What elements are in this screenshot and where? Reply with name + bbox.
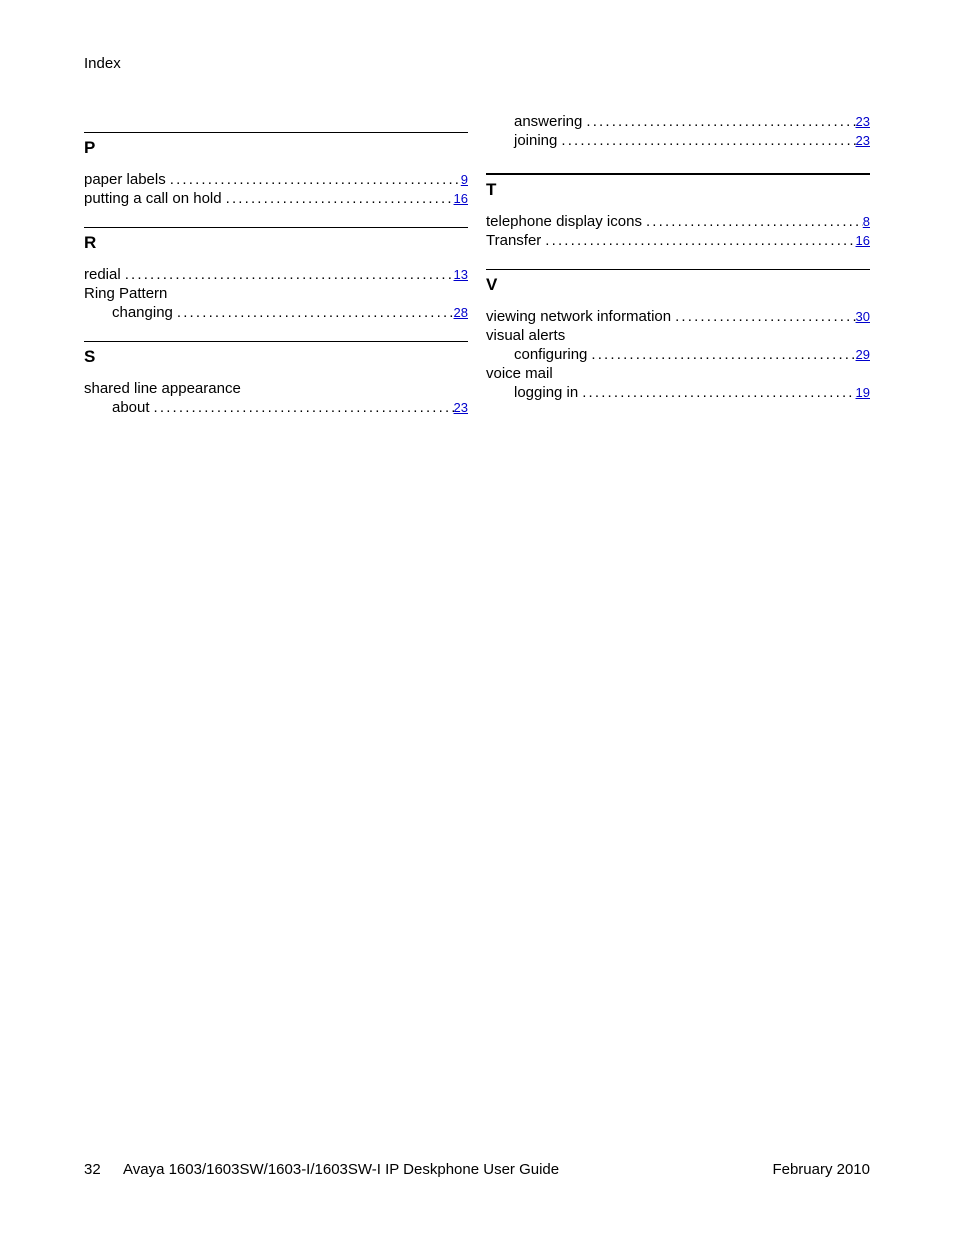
index-term: visual alerts — [486, 327, 566, 344]
index-term: joining — [514, 132, 558, 149]
page-link[interactable]: 19 — [855, 385, 870, 400]
dot-leader — [170, 170, 461, 189]
page-number: 32 — [84, 1161, 101, 1178]
index-entry — [84, 189, 468, 208]
page-link[interactable]: 13 — [453, 267, 468, 282]
page-link[interactable]: 9 — [460, 172, 468, 187]
index-column-right — [486, 112, 870, 421]
index-section-s — [84, 341, 468, 417]
index-term: shared line appearance — [84, 380, 241, 397]
page-link[interactable]: 23 — [855, 133, 870, 148]
page-link[interactable]: 29 — [855, 347, 870, 362]
continued-entries — [486, 112, 870, 150]
page-link[interactable]: 8 — [862, 214, 870, 229]
dot-leader — [125, 265, 454, 284]
section-letter: T — [486, 180, 497, 199]
page-link[interactable]: 28 — [453, 305, 468, 320]
page-link[interactable]: 23 — [855, 114, 870, 129]
section-letter: R — [84, 233, 97, 252]
index-term: putting a call on hold — [84, 190, 222, 207]
dot-leader — [226, 189, 454, 208]
dot-leader — [177, 303, 454, 322]
index-subentry — [84, 303, 468, 322]
document-date: February 2010 — [772, 1161, 870, 1178]
index-entry-heading — [486, 326, 870, 345]
document-title: Avaya 1603/1603SW/1603-I/1603SW-I IP Deskphone User Guide — [123, 1161, 560, 1178]
index-column-left — [84, 132, 468, 436]
dot-leader — [675, 307, 855, 326]
index-section-v — [486, 269, 870, 402]
index-section-t — [486, 173, 870, 250]
index-term: configuring — [514, 346, 588, 363]
index-subentry — [486, 112, 870, 131]
index-entry — [486, 307, 870, 326]
dot-leader — [545, 231, 855, 250]
index-entry — [486, 212, 870, 231]
section-letter: P — [84, 138, 96, 157]
index-section-p — [84, 132, 468, 208]
index-entry — [84, 170, 468, 189]
index-term: changing — [112, 304, 173, 321]
index-term: voice mail — [486, 365, 553, 382]
section-letter: S — [84, 347, 96, 366]
index-term: Ring Pattern — [84, 285, 168, 302]
page-link[interactable]: 30 — [855, 309, 870, 324]
section-letter: V — [486, 275, 498, 294]
page-link[interactable]: 23 — [453, 400, 468, 415]
dot-leader — [586, 112, 855, 131]
running-head: Index — [84, 55, 121, 72]
index-term: viewing network information — [486, 308, 672, 325]
index-subentry — [84, 398, 468, 417]
index-term: telephone display icons — [486, 213, 642, 230]
index-subentry — [486, 383, 870, 402]
dot-leader — [561, 131, 855, 150]
index-entry-heading — [84, 379, 468, 398]
index-term: Transfer — [486, 232, 542, 249]
index-subentry — [486, 345, 870, 364]
index-subentry — [486, 131, 870, 150]
index-term: answering — [514, 113, 583, 130]
dot-leader — [154, 398, 454, 417]
index-term: about — [112, 399, 150, 416]
page-link[interactable]: 16 — [855, 233, 870, 248]
page-link[interactable]: 16 — [453, 191, 468, 206]
index-entry-heading — [84, 284, 468, 303]
dot-leader — [582, 383, 855, 402]
dot-leader — [591, 345, 855, 364]
index-term: logging in — [514, 384, 579, 401]
index-entry-heading — [486, 364, 870, 383]
index-term: redial — [84, 266, 121, 283]
dot-leader — [646, 212, 863, 231]
index-term: paper labels — [84, 171, 166, 188]
index-entry — [84, 265, 468, 284]
index-section-r — [84, 227, 468, 322]
index-entry — [486, 231, 870, 250]
